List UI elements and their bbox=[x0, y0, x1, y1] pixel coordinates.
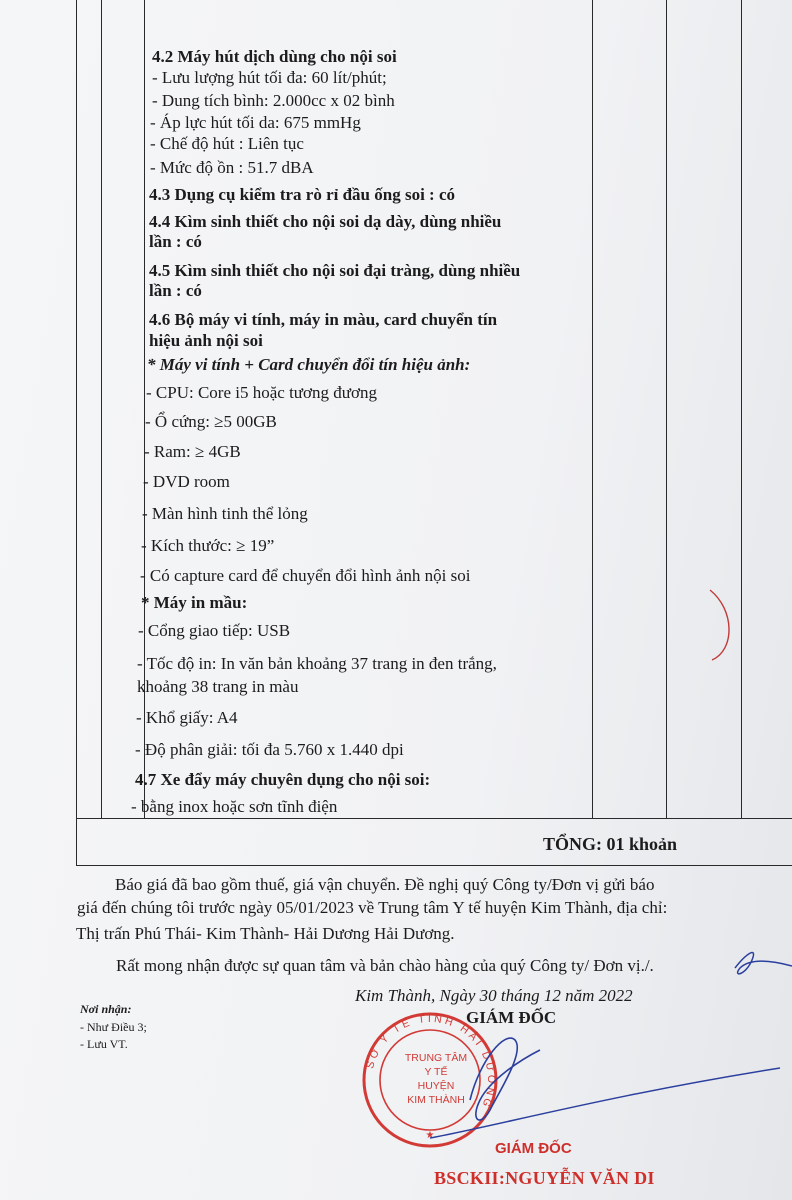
closing-line: Rất mong nhận được sự quan tâm và bản chào hàng của quý Công ty/ Đơn vị./. bbox=[116, 956, 654, 975]
table-cell-line: - Khổ giấy: A4 bbox=[136, 708, 238, 727]
body-paragraph-line: Thị trấn Phú Thái- Kim Thành- Hải Dương Hải Dương. bbox=[76, 924, 455, 943]
body-paragraph-line: Báo giá đã bao gồm thuế, giá vận chuyển. Đề nghị quý Công ty/Đơn vị gửi báo bbox=[115, 875, 655, 894]
table-cell-line: hiệu ảnh nội soi bbox=[149, 331, 263, 350]
table-cell-line: 4.3 Dụng cụ kiểm tra rò rỉ đầu ống soi : có bbox=[149, 185, 455, 204]
table-cell-line: - Ram: ≥ 4GB bbox=[144, 442, 241, 461]
director-title: GIÁM ĐỐC bbox=[466, 1008, 557, 1027]
table-cell-line: - Lưu lượng hút tối đa: 60 lít/phút; bbox=[152, 68, 387, 87]
signature-title: GIÁM ĐỐC bbox=[495, 1140, 572, 1157]
table-column-divider bbox=[592, 0, 593, 818]
table-cell-line: 4.4 Kìm sinh thiết cho nội soi dạ dày, dùng nhiều bbox=[149, 212, 502, 231]
recipients-heading: Nơi nhận: bbox=[80, 1002, 132, 1016]
table-column-divider bbox=[666, 0, 667, 818]
table-cell-line: - Dung tích bình: 2.000cc x 02 bình bbox=[152, 91, 395, 110]
body-paragraph-line: giá đến chúng tôi trước ngày 05/01/2023 về Trung tâm Y tế huyện Kim Thành, địa chỉ: bbox=[77, 898, 668, 917]
table-cell-line: - Có capture card để chuyển đổi hình ảnh nội soi bbox=[140, 566, 471, 585]
table-cell-line: - CPU: Core i5 hoặc tương đương bbox=[146, 383, 377, 402]
table-cell-line: - DVD room bbox=[143, 472, 230, 491]
table-cell-line: - Chế độ hút : Liên tục bbox=[150, 134, 304, 153]
star-icon: ★ bbox=[425, 1130, 435, 1141]
date-line: Kim Thành, Ngày 30 tháng 12 năm 2022 bbox=[355, 986, 633, 1005]
table-cell-line: - Cổng giao tiếp: USB bbox=[138, 621, 291, 640]
table-cell-line: lần : có bbox=[149, 281, 202, 300]
table-cell-line: - Ổ cứng: ≥5 00GB bbox=[145, 412, 277, 431]
table-cell-line: - bằng inox hoặc sơn tĩnh điện bbox=[131, 797, 338, 816]
recipient-item: - Lưu VT. bbox=[80, 1037, 128, 1051]
table-cell-line: 4.2 Máy hút dịch dùng cho nội soi bbox=[152, 47, 397, 66]
table-column-divider bbox=[741, 0, 742, 818]
table-cell-line: - Màn hình tinh thể lỏng bbox=[142, 504, 308, 523]
table-cell-line: * Máy vi tính + Card chuyển đổi tín hiệu ảnh: bbox=[147, 355, 471, 374]
table-cell-line: - Độ phân giải: tối đa 5.760 x 1.440 dpi bbox=[135, 740, 404, 759]
table-border-bottom bbox=[76, 865, 792, 866]
recipient-item: - Như Điều 3; bbox=[80, 1020, 147, 1034]
table-cell-line: - Kích thước: ≥ 19” bbox=[141, 536, 275, 555]
stamp-center-line: TRUNG TÂM bbox=[404, 1052, 468, 1064]
table-cell-line: * Máy in mầu: bbox=[141, 593, 248, 612]
stamp-center-line: HUYỆN bbox=[417, 1080, 455, 1092]
table-cell-line: - Tốc độ in: In văn bản khoảng 37 trang in đen trắng, bbox=[137, 654, 497, 673]
signature-name: BSCKII:NGUYỄN VĂN DI bbox=[434, 1168, 655, 1188]
table-cell-line: 4.7 Xe đẩy máy chuyên dụng cho nội soi: bbox=[135, 770, 431, 789]
stamp-center-line: KIM THÀNH bbox=[407, 1094, 465, 1106]
total-summary: TỔNG: 01 khoản bbox=[543, 834, 678, 854]
table-cell-line: - Áp lực hút tối da: 675 mmHg bbox=[150, 113, 361, 132]
table-row-divider bbox=[76, 818, 792, 819]
table-cell-line: lần : có bbox=[149, 232, 202, 251]
table-column-divider bbox=[101, 0, 102, 818]
table-cell-line: 4.6 Bộ máy vi tính, máy in màu, card chuyển tín bbox=[149, 310, 498, 329]
stamp-ring-text: SỞ Y TẾ TỈNH HẢI DƯƠNG bbox=[364, 1012, 498, 1112]
stamp-center-line: Y TẾ bbox=[424, 1066, 448, 1078]
table-cell-line: - Mức độ ồn : 51.7 dBA bbox=[150, 158, 314, 177]
table-cell-line: khoảng 38 trang in màu bbox=[137, 677, 299, 696]
table-border-left bbox=[76, 0, 77, 866]
table-cell-line: 4.5 Kìm sinh thiết cho nội soi đại tràng, dùng nhiều bbox=[149, 261, 521, 280]
